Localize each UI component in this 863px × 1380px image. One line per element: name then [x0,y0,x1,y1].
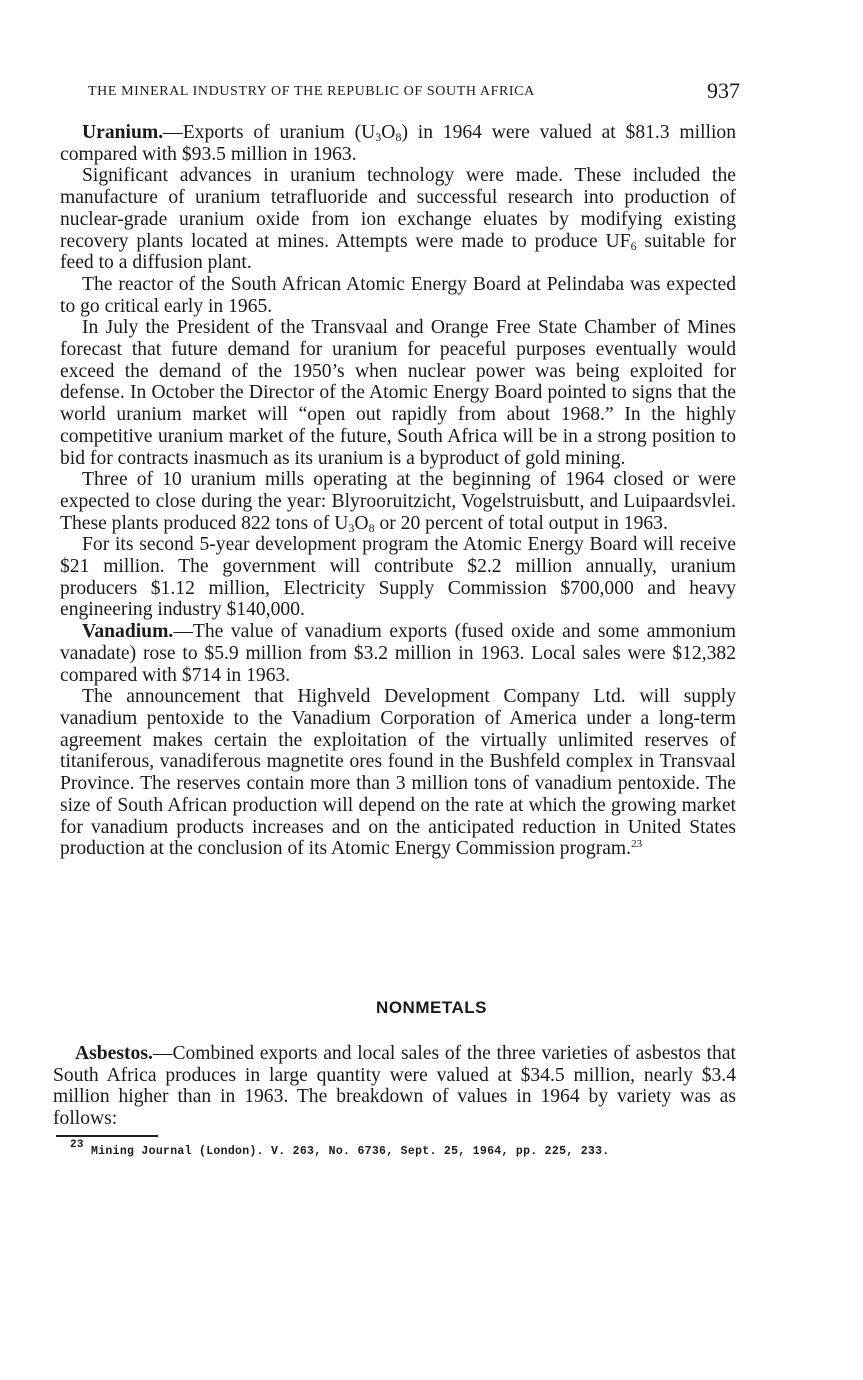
vanadium-run-in-heading: Vanadium. [82,621,174,643]
section-heading-nonmetals: NONMETALS [376,998,487,1017]
footnote-divider [56,1135,158,1137]
running-head [88,78,740,106]
footnote-text: Mining Journal (London). V. 263, No. 6736, Sept. 25, 1964, pp. 225, 233. [91,1145,610,1158]
body-text-nonmetals [53,1043,736,1130]
vanadium-paragraph-1: Vanadium.—The value of vanadium exports (fused oxide and some ammonium vanadate) rose to $5.9 million from $3.2 million in 1963. Local sales were $12,382 compared with $714 in 1963. [60,621,736,686]
uranium-paragraph-3: The reactor of the South African Atomic Energy Board at Pelindaba was expected to go critical early in 1965. [60,273,736,317]
uranium-paragraph-2: Significant advances in uranium technology were made. These included the manufacture of uranium tetrafluoride and successful research into production of nuclear-grade uranium oxide from ion exchange eluates by modifying existing recovery plants located at mines. Attempts were made to produce $UF_6$ suitable for feed to a diffusion plant. [60,165,736,274]
footnote [70,1139,710,1158]
footnote-marker: 23 [70,1139,84,1151]
uranium-paragraph-1: Uranium.—Exports of uranium $(U_3O_8)$ in 1964 were valued at $81.3 million compared with $93.5 million in 1963. [60,122,736,165]
footnote-reference[interactable]: 23 [631,838,643,851]
running-title: THE MINERAL INDUSTRY OF THE REPUBLIC OF SOUTH AFRICA [88,84,535,99]
page-number: 937 [707,78,740,103]
asbestos-run-in-heading: Asbestos. [75,1043,153,1064]
uranium-paragraph-5: Three of 10 uranium mills operating at the beginning of 1964 closed or were expected to close during the year: Blyrooruitzicht, Vogelstruisbutt, and Luipaardsvlei. These plants produced 822 tons of $U_3O_8$ or 20 percent of total output in 1963. [60,469,736,535]
uranium-paragraph-6: For its second 5-year development program the Atomic Energy Board will receive $21 million. The government will contribute $2.2 million annually, uranium producers $1.12 million, Electricity Supply Commission $700,000 and heavy engineering industry $140,000. [60,534,736,621]
uranium-run-in-heading: Uranium. [82,122,164,143]
vanadium-paragraph-2: The announcement that Highveld Development Company Ltd. will supply vanadium pentoxide to the Vanadium Corporation of America under a long-term agreement makes certain the exploitation of the virtually unlimited reserves of titaniferous, vanadiferous magnetite ores found in the Bushfeld complex in Transvaal Province. The reserves contain more than 3 million tons of vanadium pentoxide. The size of South African production will depend on the rate at which the growing market for vanadium products increases and on the anticipated reduction in United States production at the conclusion of its Atomic Energy Commission program.$^{23}$ [60,686,736,860]
body-text [60,122,736,860]
asbestos-paragraph: Asbestos.—Combined exports and local sales of the three varieties of asbestos that South Africa produces in large quantity were valued at $34.5 million, nearly $3.4 million higher than in 1963. The breakdown of values in 1964 by variety was as follows: [53,1043,736,1130]
uranium-paragraph-4: In July the President of the Transvaal and Orange Free State Chamber of Mines forecast that future demand for uranium for peaceful purposes eventually would exceed the demand of the 1950’s when nuclear power was being exploited for defense. In October the Director of the Atomic Energy Board pointed to signs that the world uranium market will “open out rapidly from about 1968.” In the highly competitive uranium market of the future, South Africa will be in a strong position to bid for contracts inasmuch as its uranium is a byproduct of gold mining. [60,317,736,469]
